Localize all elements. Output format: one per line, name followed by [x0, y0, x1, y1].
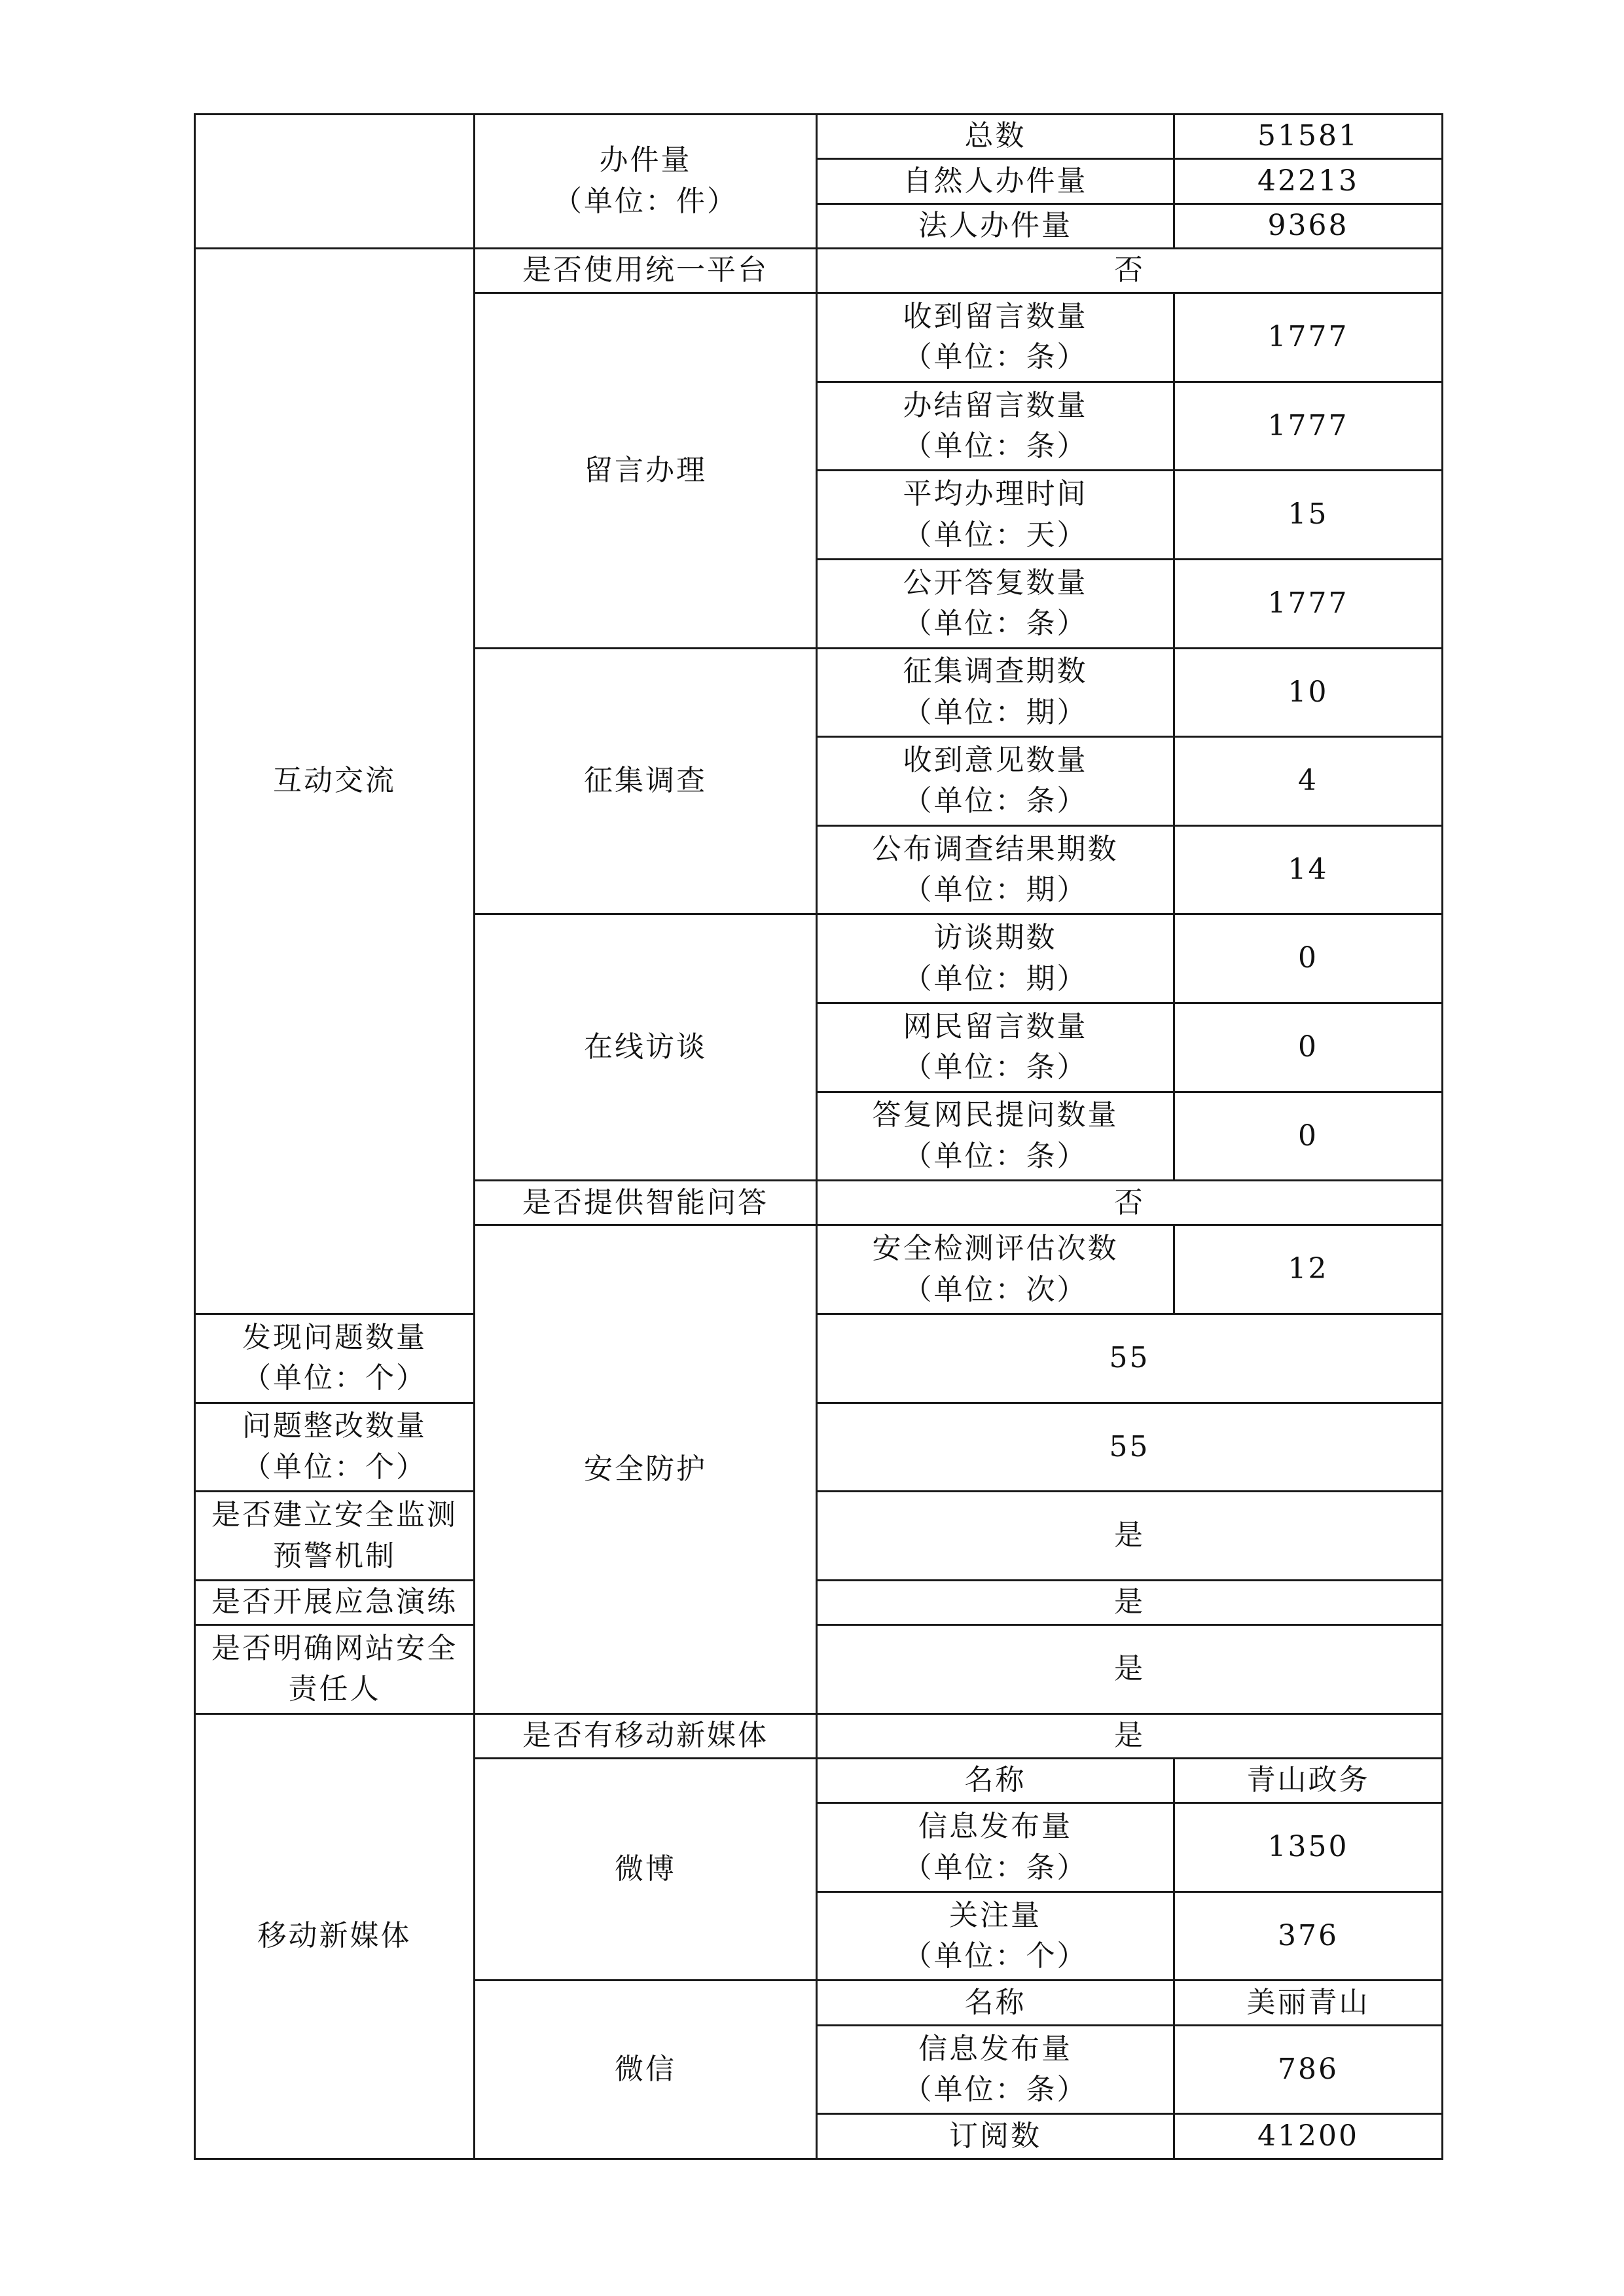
- received-messages-unit: （单位：条）: [903, 340, 1088, 374]
- answers-label-cell: [817, 1092, 1174, 1181]
- issues-found-label-cell: [195, 1314, 475, 1403]
- emergency-drill-value: 是: [817, 1580, 1443, 1624]
- weibo-followers-value: 376: [1174, 1892, 1443, 1981]
- netizen-messages-label-cell: [817, 1003, 1174, 1092]
- opinions-label-cell: [817, 737, 1174, 826]
- emergency-drill-label: 是否开展应急演练: [195, 1580, 475, 1624]
- unified-platform-value: 否: [817, 248, 1443, 293]
- survey-results-unit: （单位：期）: [903, 873, 1088, 907]
- weibo-followers-label: 关注量: [949, 1898, 1041, 1932]
- interview-periods-label-cell: [817, 914, 1174, 1003]
- total-value: 51581: [1174, 115, 1443, 159]
- wechat-label: 微信: [475, 1981, 817, 2159]
- weibo-followers-unit: （单位：个）: [903, 1939, 1088, 1973]
- security-owner-value: 是: [817, 1625, 1443, 1714]
- table-row: [195, 1625, 1443, 1714]
- weibo-posts-label: 信息发布量: [918, 1810, 1072, 1844]
- public-reply-value: 1777: [1174, 559, 1443, 648]
- issues-fixed-label: 问题整改数量: [242, 1409, 427, 1443]
- has-media-value: 是: [817, 1713, 1443, 1758]
- security-checks-label: 安全检测评估次数: [872, 1232, 1119, 1266]
- received-messages-label-cell: [817, 293, 1174, 382]
- banjian-label-cell: [475, 115, 817, 249]
- wechat-name-value: 美丽青山: [1174, 1981, 1443, 2025]
- table-row: [195, 115, 1443, 159]
- survey-results-value: 14: [1174, 825, 1443, 914]
- survey-periods-label-cell: [817, 648, 1174, 737]
- answers-unit: （单位：条）: [903, 1139, 1088, 1173]
- table-row: [195, 1713, 1443, 1758]
- answers-value: 0: [1174, 1092, 1443, 1181]
- total-label: 总数: [817, 115, 1174, 159]
- netizen-messages-value: 0: [1174, 1003, 1443, 1092]
- legal-person-label: 法人办件量: [817, 204, 1174, 248]
- closed-messages-label: 办结留言数量: [903, 388, 1088, 422]
- smart-qa-label: 是否提供智能问答: [475, 1181, 817, 1225]
- media-category: 移动新媒体: [195, 1713, 475, 2159]
- security-category: 安全防护: [475, 1225, 817, 1713]
- security-checks-value: 12: [1174, 1225, 1443, 1314]
- avg-time-label: 平均办理时间: [903, 477, 1088, 511]
- wechat-subscribers-value: 41200: [1174, 2114, 1443, 2159]
- table-row: [195, 1580, 1443, 1624]
- unified-platform-label: 是否使用统一平台: [475, 248, 817, 293]
- has-media-label: 是否有移动新媒体: [475, 1713, 817, 1758]
- weibo-name-value: 青山政务: [1174, 1758, 1443, 1803]
- messages-label: 留言办理: [475, 293, 817, 648]
- banjian-unit: （单位：件）: [553, 184, 738, 218]
- wechat-posts-label-cell: [817, 2025, 1174, 2114]
- legal-person-value: 9368: [1174, 204, 1443, 248]
- received-messages-label: 收到留言数量: [903, 300, 1088, 334]
- interview-periods-value: 0: [1174, 914, 1443, 1003]
- interaction-category: 互动交流: [195, 248, 475, 1314]
- interview-periods-unit: （单位：期）: [903, 961, 1088, 996]
- weibo-followers-label-cell: [817, 1892, 1174, 1981]
- issues-found-label: 发现问题数量: [242, 1320, 427, 1354]
- table-row: [195, 1403, 1443, 1492]
- opinions-unit: （单位：条）: [903, 784, 1088, 818]
- smart-qa-value: 否: [817, 1181, 1443, 1225]
- weibo-name-label: 名称: [817, 1758, 1174, 1803]
- survey-periods-unit: （单位：期）: [903, 695, 1088, 729]
- wechat-subscribers-label: 订阅数: [817, 2114, 1174, 2159]
- avg-time-unit: （单位：天）: [903, 518, 1088, 552]
- interview-periods-label: 访谈期数: [933, 921, 1057, 955]
- answers-label: 答复网民提问数量: [872, 1098, 1119, 1132]
- issues-fixed-label-cell: [195, 1403, 475, 1492]
- opinions-value: 4: [1174, 737, 1443, 826]
- issues-found-unit: （单位：个）: [242, 1361, 427, 1395]
- natural-person-label: 自然人办件量: [817, 159, 1174, 204]
- opinions-label: 收到意见数量: [903, 743, 1088, 777]
- table-row: [195, 1314, 1443, 1403]
- issues-found-value: 55: [817, 1314, 1443, 1403]
- survey-periods-value: 10: [1174, 648, 1443, 737]
- netizen-messages-label: 网民留言数量: [903, 1009, 1088, 1043]
- security-checks-unit: （单位：次）: [903, 1272, 1088, 1306]
- security-owner-label: 是否明确网站安全责任人: [195, 1625, 475, 1714]
- avg-time-value: 15: [1174, 471, 1443, 560]
- netizen-messages-unit: （单位：条）: [903, 1050, 1088, 1085]
- table-row: [195, 248, 1443, 293]
- empty-category-cell: [195, 115, 475, 249]
- closed-messages-value: 1777: [1174, 382, 1443, 471]
- warning-mechanism-label: 是否建立安全监测预警机制: [195, 1492, 475, 1581]
- public-reply-unit: （单位：条）: [903, 607, 1088, 641]
- issues-fixed-unit: （单位：个）: [242, 1450, 427, 1484]
- security-checks-label-cell: [817, 1225, 1174, 1314]
- weibo-posts-unit: （单位：条）: [903, 1850, 1088, 1884]
- weibo-label: 微博: [475, 1758, 817, 1980]
- weibo-posts-label-cell: [817, 1803, 1174, 1892]
- survey-periods-label: 征集调查期数: [903, 655, 1088, 689]
- government-website-report-table: [194, 113, 1443, 2160]
- weibo-posts-value: 1350: [1174, 1803, 1443, 1892]
- wechat-posts-value: 786: [1174, 2025, 1443, 2114]
- natural-person-value: 42213: [1174, 159, 1443, 204]
- public-reply-label-cell: [817, 559, 1174, 648]
- warning-mechanism-value: 是: [817, 1492, 1443, 1581]
- closed-messages-unit: （单位：条）: [903, 429, 1088, 463]
- wechat-posts-unit: （单位：条）: [903, 2073, 1088, 2107]
- survey-results-label-cell: [817, 825, 1174, 914]
- survey-label: 征集调查: [475, 648, 817, 914]
- banjian-label: 办件量: [599, 143, 692, 177]
- table-row: [195, 1492, 1443, 1581]
- wechat-posts-label: 信息发布量: [918, 2032, 1072, 2066]
- issues-fixed-value: 55: [817, 1403, 1443, 1492]
- avg-time-label-cell: [817, 471, 1174, 560]
- interview-label: 在线访谈: [475, 914, 817, 1181]
- public-reply-label: 公开答复数量: [903, 565, 1088, 600]
- survey-results-label: 公布调查结果期数: [872, 832, 1119, 866]
- received-messages-value: 1777: [1174, 293, 1443, 382]
- wechat-name-label: 名称: [817, 1981, 1174, 2025]
- closed-messages-label-cell: [817, 382, 1174, 471]
